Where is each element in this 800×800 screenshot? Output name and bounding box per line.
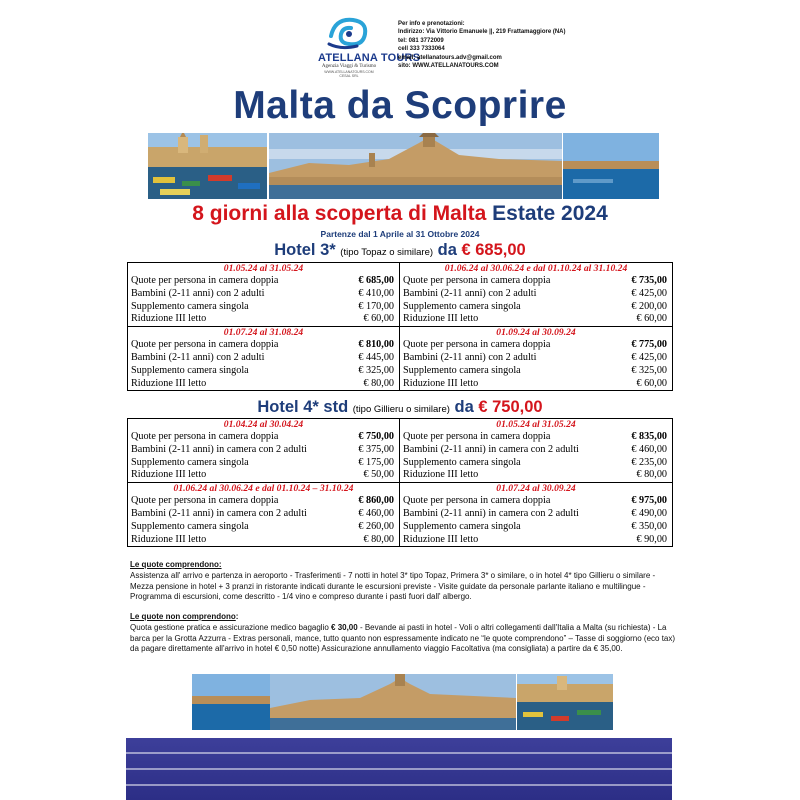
- hotel4-name: Hotel 4* std: [257, 398, 349, 416]
- subtitle-main: 8 giorni alla scoperta di Malta: [192, 202, 487, 225]
- hotel3-block-september: [400, 327, 672, 390]
- price-row: Bambini (2-11 anni) con 2 adulti € 410,00: [131, 287, 394, 299]
- hotel4-from: da: [454, 398, 474, 416]
- hotel3-price-table: [127, 262, 673, 391]
- price-row: Bambini (2-11 anni) con 2 adulti € 425,00: [403, 351, 667, 363]
- price-row: Quote per persona in camera doppia € 775,00: [403, 339, 667, 351]
- photo-marsaxlokk-harbour: [148, 133, 267, 199]
- contact-phone: tel: 081 3772009: [398, 37, 444, 44]
- price-row: Quote per persona in camera doppia € 860,00: [131, 495, 394, 507]
- price-row: Supplemento camera singola € 325,00: [131, 364, 394, 376]
- price-row: Riduzione III letto € 60,00: [403, 313, 667, 325]
- block-period: 01.04.24 al 30.04.24: [223, 419, 304, 430]
- hotel4-block-june-october: [128, 483, 400, 546]
- price-row: Supplemento camera singola € 325,00: [403, 364, 667, 376]
- excludes-heading: Le quote non comprendono:: [130, 612, 239, 621]
- photo-bottom-harbour: [517, 674, 613, 730]
- agency-website-small: WWW.ATELLANATOURS.COM: [324, 69, 374, 74]
- price-row: Bambini (2-11 anni) con 2 adulti € 445,00: [131, 351, 394, 363]
- price-row: Supplemento camera singola € 175,00: [131, 456, 394, 468]
- agency-name: ATELLANA TOURS: [318, 52, 421, 64]
- price-row: Quote per persona in camera doppia € 750,00: [131, 431, 394, 442]
- price-row: Bambini (2-11 anni) in camera con 2 adulti € 460,00: [131, 507, 394, 519]
- includes-heading: Le quote comprendono:: [130, 560, 222, 569]
- hotel3-block-july-august: [128, 327, 400, 390]
- photo-valletta-skyline: [269, 133, 562, 199]
- subtitle-season: Estate 2024: [492, 202, 608, 225]
- contact-website: sito: WWW.ATELLANATOURS.COM: [398, 63, 499, 70]
- price-row: Quote per persona in camera doppia € 810,00: [131, 339, 394, 351]
- contact-heading: Per info e prenotazioni:: [398, 21, 465, 27]
- hotel4-block-may: [400, 419, 672, 483]
- price-row: Riduzione III letto € 80,00: [131, 533, 394, 545]
- agency-code-small: CESAL SRL: [339, 73, 359, 78]
- photo-bottom-bay: [192, 674, 270, 730]
- price-row: Riduzione III letto € 50,00: [131, 469, 394, 481]
- price-row: Riduzione III letto € 60,00: [403, 377, 667, 389]
- price-row: Quote per persona in camera doppia € 685,00: [131, 275, 394, 286]
- footer-line: [126, 752, 672, 754]
- hotel3-name: Hotel 3*: [274, 241, 336, 259]
- departure-period: Partenze dal 1 Aprile al 31 Ottobre 2024: [320, 229, 480, 239]
- includes-text: Assistenza all' arrivo e partenza in aeroporto - Trasferimenti - 7 notti in hotel 3* tipo Topaz, Primera 3* o similare, o in hotel 4* tipo Gillieru o similare - Mezza pensione in hotel + 3 pranzi in ristorante indicati durante le escursioni previste - Visite guidate da personale parlante italiano e multilingue - Programma di escursioni, come descritto - 1/4 vino e compreso durante i pasti fuori dall' albergo.: [130, 570, 656, 602]
- excludes-text: Quota gestione pratica e assicurazione medico bagaglio € 30,00 - Bevande ai pasti in hotel - Voli o altri collegamenti dall'Italia a Malta (su richiesta) - La barca per la Grotta Azzurra - Extras personali, mance, tutto quanto non espressamente indicato ne “le quote comprendono” – Tasse di soggiorno (eco tax) da pagare direttamente all'arrivo in hotel € 0,50 notte) Assicurazione annullamento viaggio Facoltativa (ma consigliata) a partire da € 35,00.: [130, 622, 676, 654]
- logo-swirl-icon: [327, 14, 371, 54]
- agency-tagline: Agenzia Viaggi & Turismo: [321, 64, 377, 69]
- price-row: Bambini (2-11 anni) in camera con 2 adulti € 375,00: [131, 443, 394, 455]
- hotel4-block-july-september: [400, 483, 672, 546]
- hotel3-from: da: [437, 241, 457, 259]
- contact-info: [398, 20, 566, 70]
- contact-email: email: atellanatours.adv@gmail.com: [398, 54, 502, 61]
- block-period: 01.07.24 al 30.09.24: [496, 483, 576, 495]
- footer-line: [126, 768, 672, 770]
- hotel3-block-may: [128, 263, 400, 327]
- hotel4-block-april: [128, 419, 400, 483]
- block-period: 01.06.24 al 30.06.24 e dal 01.10.24 al 31.10.24: [444, 263, 628, 274]
- price-row: Supplemento camera singola € 235,00: [403, 456, 667, 468]
- price-row: Quote per persona in camera doppia € 735,00: [403, 275, 667, 286]
- excludes-section: [130, 612, 676, 655]
- trip-subtitle: [0, 202, 800, 226]
- price-row: Riduzione III letto € 80,00: [403, 469, 667, 481]
- includes-section: [130, 560, 676, 603]
- block-period: 01.09.24 al 30.09.24: [496, 327, 576, 339]
- price-row: Quote per persona in camera doppia € 835,00: [403, 431, 667, 442]
- price-row: Bambini (2-11 anni) con 2 adulti € 425,00: [403, 287, 667, 299]
- price-row: Supplemento camera singola € 200,00: [403, 300, 667, 312]
- block-period: 01.05.24 al 31.05.24: [496, 419, 576, 430]
- price-row: Supplemento camera singola € 260,00: [131, 520, 394, 532]
- price-row: Riduzione III letto € 80,00: [131, 377, 394, 389]
- block-period: 01.06.24 al 30.06.24 e dal 01.10.24 – 31.10.24: [173, 483, 354, 495]
- photo-malta-bay: [563, 133, 659, 199]
- contact-mobile: cell 333 7333064: [398, 46, 445, 53]
- price-row: Supplemento camera singola € 350,00: [403, 520, 667, 532]
- hotel4-heading: [0, 398, 800, 417]
- page-title: Malta da Scoprire: [233, 84, 567, 127]
- price-row: Riduzione III letto € 60,00: [131, 313, 394, 325]
- price-row: Bambini (2-11 anni) in camera con 2 adulti € 460,00: [403, 443, 667, 455]
- photo-bottom-valletta: [270, 674, 516, 730]
- hotel3-heading: [0, 241, 800, 260]
- price-row: Quote per persona in camera doppia € 975,00: [403, 495, 667, 507]
- hotel3-block-june-october: [400, 263, 672, 327]
- hotel4-price: € 750,00: [478, 398, 543, 416]
- contact-address: Indirizzo: Via Vittorio Emanuele ||, 219 Frattamaggiore (NA): [398, 29, 566, 36]
- block-period: 01.07.24 al 31.08.24: [223, 327, 304, 339]
- footer-band: [126, 738, 672, 800]
- footer-line: [126, 784, 672, 786]
- block-period: 01.05.24 al 31.05.24: [223, 263, 304, 274]
- hotel4-price-table: [127, 418, 673, 547]
- price-row: Riduzione III letto € 90,00: [403, 533, 667, 545]
- price-row: Supplemento camera singola € 170,00: [131, 300, 394, 312]
- price-row: Bambini (2-11 anni) in camera con 2 adulti € 490,00: [403, 507, 667, 519]
- hotel3-note: (tipo Topaz o similare): [340, 247, 434, 258]
- hotel4-note: (tipo Gillieru o similare): [352, 404, 450, 415]
- hotel3-price: € 685,00: [461, 241, 526, 259]
